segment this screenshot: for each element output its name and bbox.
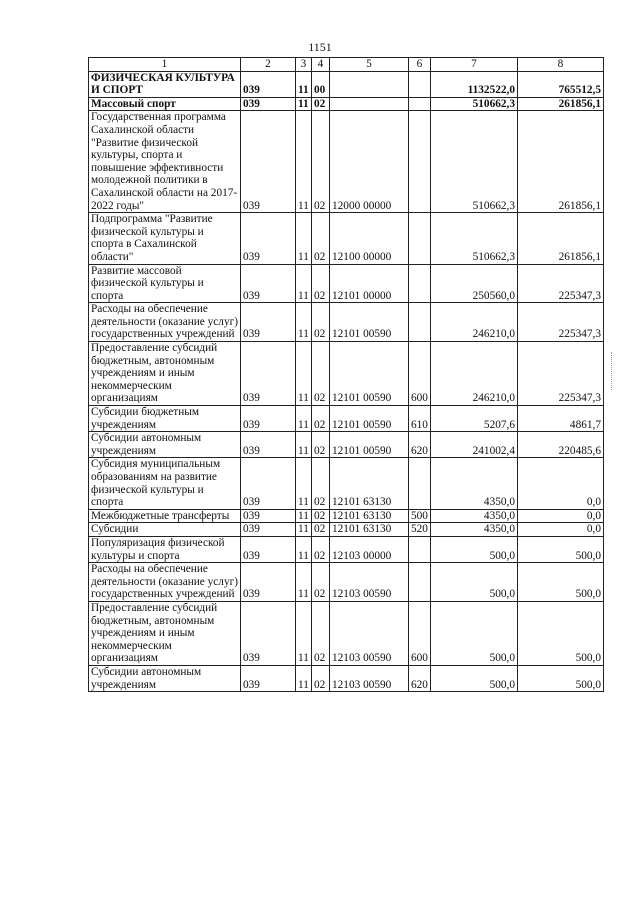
table-row [89, 601, 604, 665]
expense-type-cell [409, 97, 431, 111]
amount-col7-cell: 241002,4 [431, 432, 518, 458]
section-code-cell: 11 [296, 111, 312, 213]
scan-margin-mark [611, 352, 613, 390]
table-row [89, 563, 604, 602]
row-name-cell: Субсидии [89, 523, 241, 537]
target-article-cell: 12103 00590 [330, 601, 409, 665]
row-name-cell: Межбюджетные трансферты [89, 509, 241, 523]
table-row [89, 97, 604, 111]
table-row [89, 509, 604, 523]
section-code-cell: 11 [296, 213, 312, 264]
subsection-code-cell: 02 [312, 213, 330, 264]
subsection-code-cell: 02 [312, 406, 330, 432]
expense-type-cell: 500 [409, 509, 431, 523]
expense-type-cell: 600 [409, 601, 431, 665]
section-code-cell: 11 [296, 563, 312, 602]
target-article-cell [330, 71, 409, 97]
table-row [89, 111, 604, 213]
expense-type-cell [409, 563, 431, 602]
section-code-cell: 11 [296, 342, 312, 406]
target-article-cell [330, 97, 409, 111]
expense-type-cell [409, 536, 431, 562]
expense-type-cell [409, 71, 431, 97]
amount-col8-cell: 261856,1 [518, 213, 604, 264]
section-code-cell: 11 [296, 458, 312, 509]
amount-col7-cell: 1132522,0 [431, 71, 518, 97]
ministry-code-cell: 039 [241, 264, 296, 303]
ministry-code-cell: 039 [241, 213, 296, 264]
target-article-cell: 12101 63130 [330, 509, 409, 523]
amount-col7-cell: 246210,0 [431, 303, 518, 342]
subsection-code-cell: 02 [312, 458, 330, 509]
column-number: 4 [312, 58, 330, 72]
ministry-code-cell: 039 [241, 601, 296, 665]
section-code-cell: 11 [296, 432, 312, 458]
amount-col7-cell: 500,0 [431, 665, 518, 691]
column-number: 5 [330, 58, 409, 72]
row-name-cell: Предоставление субсидий бюджетным, автономным учреждениям и иным некоммерческим организациям [89, 601, 241, 665]
amount-col8-cell: 261856,1 [518, 97, 604, 111]
expense-type-cell: 610 [409, 406, 431, 432]
subsection-code-cell: 02 [312, 303, 330, 342]
subsection-code-cell: 00 [312, 71, 330, 97]
expense-type-cell: 620 [409, 665, 431, 691]
expense-type-cell [409, 264, 431, 303]
expense-type-cell: 620 [409, 432, 431, 458]
subsection-code-cell: 02 [312, 509, 330, 523]
section-code-cell: 11 [296, 264, 312, 303]
target-article-cell: 12101 00590 [330, 342, 409, 406]
section-code-cell: 11 [296, 509, 312, 523]
row-name-cell: Субсидии бюджетным учреждениям [89, 406, 241, 432]
target-article-cell: 12101 00590 [330, 432, 409, 458]
target-article-cell: 12000 00000 [330, 111, 409, 213]
amount-col7-cell: 510662,3 [431, 97, 518, 111]
ministry-code-cell: 039 [241, 303, 296, 342]
amount-col7-cell: 510662,3 [431, 213, 518, 264]
ministry-code-cell: 039 [241, 342, 296, 406]
subsection-code-cell: 02 [312, 97, 330, 111]
amount-col7-cell: 5207,6 [431, 406, 518, 432]
amount-col8-cell: 261856,1 [518, 111, 604, 213]
section-code-cell: 11 [296, 536, 312, 562]
section-code-cell: 11 [296, 665, 312, 691]
row-name-cell: ФИЗИЧЕСКАЯ КУЛЬТУРА И СПОРТ [89, 71, 241, 97]
row-name-cell: Расходы на обеспечение деятельности (оказание услуг) государственных учреждений [89, 563, 241, 602]
section-code-cell: 11 [296, 303, 312, 342]
column-number: 7 [431, 58, 518, 72]
table-row [89, 665, 604, 691]
amount-col7-cell: 4350,0 [431, 523, 518, 537]
amount-col7-cell: 510662,3 [431, 111, 518, 213]
expense-type-cell [409, 111, 431, 213]
target-article-cell: 12101 00590 [330, 303, 409, 342]
target-article-cell: 12100 00000 [330, 213, 409, 264]
table-row [89, 213, 604, 264]
target-article-cell: 12101 00000 [330, 264, 409, 303]
amount-col7-cell: 500,0 [431, 601, 518, 665]
subsection-code-cell: 02 [312, 665, 330, 691]
subsection-code-cell: 02 [312, 432, 330, 458]
ministry-code-cell: 039 [241, 432, 296, 458]
amount-col8-cell: 225347,3 [518, 264, 604, 303]
ministry-code-cell: 039 [241, 111, 296, 213]
section-code-cell: 11 [296, 406, 312, 432]
table-row [89, 523, 604, 537]
amount-col7-cell: 246210,0 [431, 342, 518, 406]
table-row [89, 458, 604, 509]
ministry-code-cell: 039 [241, 665, 296, 691]
target-article-cell: 12103 00590 [330, 563, 409, 602]
subsection-code-cell: 02 [312, 563, 330, 602]
table-row [89, 536, 604, 562]
table-row [89, 406, 604, 432]
row-name-cell: Субсидии автономным учреждениям [89, 665, 241, 691]
subsection-code-cell: 02 [312, 111, 330, 213]
column-number: 1 [89, 58, 241, 72]
table-row [89, 264, 604, 303]
target-article-cell: 12103 00590 [330, 665, 409, 691]
section-code-cell: 11 [296, 523, 312, 537]
subsection-code-cell: 02 [312, 342, 330, 406]
subsection-code-cell: 02 [312, 536, 330, 562]
ministry-code-cell: 039 [241, 97, 296, 111]
amount-col7-cell: 4350,0 [431, 458, 518, 509]
subsection-code-cell: 02 [312, 601, 330, 665]
row-name-cell: Развитие массовой физической культуры и спорта [89, 264, 241, 303]
row-name-cell: Популяризация физической культуры и спорта [89, 536, 241, 562]
target-article-cell: 12101 63130 [330, 458, 409, 509]
table-row [89, 342, 604, 406]
target-article-cell: 12101 63130 [330, 523, 409, 537]
row-name-cell: Государственная программа Сахалинской области "Развитие физической культуры, спорта и повышение эффективности молодежной политики в Сахалинской области на 2017-2022 годы" [89, 111, 241, 213]
amount-col8-cell: 0,0 [518, 458, 604, 509]
budget-table [88, 57, 604, 692]
amount-col7-cell: 250560,0 [431, 264, 518, 303]
amount-col8-cell: 500,0 [518, 665, 604, 691]
amount-col7-cell: 500,0 [431, 563, 518, 602]
amount-col8-cell: 500,0 [518, 601, 604, 665]
ministry-code-cell: 039 [241, 536, 296, 562]
target-article-cell: 12101 00590 [330, 406, 409, 432]
column-number: 3 [296, 58, 312, 72]
table-row [89, 71, 604, 97]
row-name-cell: Субсидия муниципальным образованиям на развитие физической культуры и спорта [89, 458, 241, 509]
subsection-code-cell: 02 [312, 523, 330, 537]
ministry-code-cell: 039 [241, 406, 296, 432]
subsection-code-cell: 02 [312, 264, 330, 303]
amount-col8-cell: 4861,7 [518, 406, 604, 432]
table-row [89, 303, 604, 342]
amount-col8-cell: 0,0 [518, 509, 604, 523]
amount-col8-cell: 500,0 [518, 536, 604, 562]
amount-col8-cell: 225347,3 [518, 303, 604, 342]
amount-col8-cell: 500,0 [518, 563, 604, 602]
ministry-code-cell: 039 [241, 563, 296, 602]
section-code-cell: 11 [296, 601, 312, 665]
expense-type-cell [409, 303, 431, 342]
ministry-code-cell: 039 [241, 523, 296, 537]
column-number-row [89, 58, 604, 72]
row-name-cell: Подпрограмма "Развитие физической культуры и спорта в Сахалинской области" [89, 213, 241, 264]
ministry-code-cell: 039 [241, 71, 296, 97]
table-row [89, 432, 604, 458]
expense-type-cell [409, 213, 431, 264]
expense-type-cell: 520 [409, 523, 431, 537]
amount-col8-cell: 765512,5 [518, 71, 604, 97]
page-number: 1151 [308, 40, 332, 54]
amount-col8-cell: 220485,6 [518, 432, 604, 458]
row-name-cell: Предоставление субсидий бюджетным, автономным учреждениям и иным некоммерческим организациям [89, 342, 241, 406]
row-name-cell: Расходы на обеспечение деятельности (оказание услуг) государственных учреждений [89, 303, 241, 342]
section-code-cell: 11 [296, 97, 312, 111]
amount-col7-cell: 500,0 [431, 536, 518, 562]
table-body [89, 58, 604, 692]
column-number: 6 [409, 58, 431, 72]
amount-col8-cell: 225347,3 [518, 342, 604, 406]
amount-col8-cell: 0,0 [518, 523, 604, 537]
ministry-code-cell: 039 [241, 458, 296, 509]
column-number: 8 [518, 58, 604, 72]
target-article-cell: 12103 00000 [330, 536, 409, 562]
expense-type-cell [409, 458, 431, 509]
expense-type-cell: 600 [409, 342, 431, 406]
row-name-cell: Массовый спорт [89, 97, 241, 111]
row-name-cell: Субсидии автономным учреждениям [89, 432, 241, 458]
column-number: 2 [241, 58, 296, 72]
amount-col7-cell: 4350,0 [431, 509, 518, 523]
section-code-cell: 11 [296, 71, 312, 97]
ministry-code-cell: 039 [241, 509, 296, 523]
